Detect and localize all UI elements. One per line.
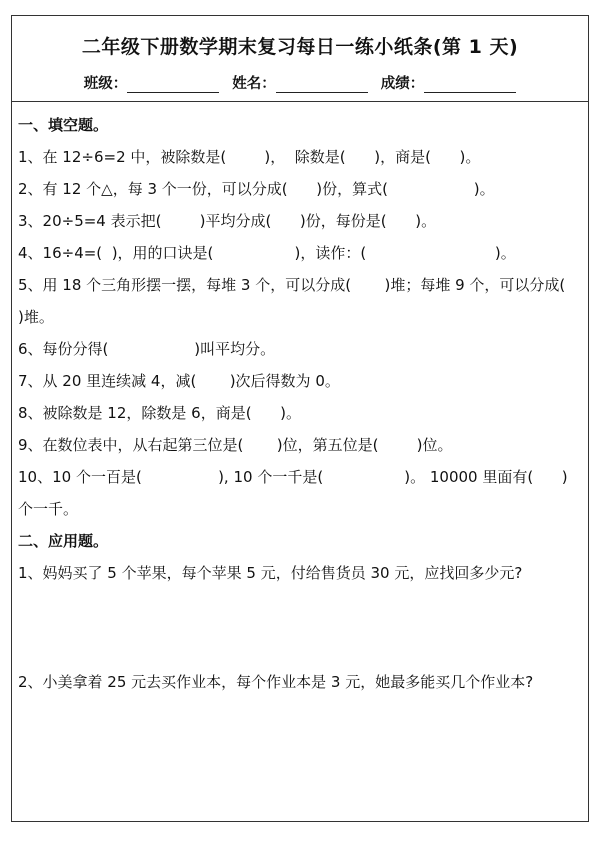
name-label: 姓名： xyxy=(232,76,276,92)
word-problem-item: 1、妈妈买了 5 个苹果，每个苹果 5 元，付给售货员 30 元，应找回多少元? xyxy=(18,564,523,582)
worksheet-body xyxy=(12,102,594,775)
worksheet xyxy=(11,15,594,822)
question-item: 2、有 12 个△，每 3 个一份，可以分成( )份，算式( )。 xyxy=(18,180,495,198)
question-item: 7、从 20 里连续减 4，减( )次后得数为 0。 xyxy=(18,372,340,390)
score-blank[interactable] xyxy=(424,74,516,93)
class-label: 班级： xyxy=(83,76,128,92)
question-item: 10、10 个一百是( ), 10 个一千是( )。 10000 里面有( )个一千。 xyxy=(18,468,568,518)
answer-space[interactable] xyxy=(18,698,582,775)
question-item: 9、在数位表中，从右起第三位是( )位，第五位是( )位。 xyxy=(18,436,453,454)
name-blank[interactable] xyxy=(276,74,368,93)
question-item: 8、被除数是 12，除数是 6，商是( )。 xyxy=(18,404,302,422)
question-item: 6、每份分得( )叫平均分。 xyxy=(18,340,276,358)
section-heading-word-problems: 二、应用题。 xyxy=(18,532,109,550)
name-field xyxy=(232,72,368,93)
student-info-row xyxy=(12,72,588,93)
answer-space[interactable] xyxy=(18,589,582,666)
score-field xyxy=(381,72,517,93)
question-item: 3、20÷5=4 表示把( )平均分成( )份，每份是( )。 xyxy=(18,212,437,230)
question-item: 5、用 18 个三角形摆一摆，每堆 3 个，可以分成( )堆；每堆 9 个，可以分成( )堆。 xyxy=(18,276,594,326)
question-item: 1、在 12÷6=2 中，被除数是( )， 除数是( )，商是( )。 xyxy=(18,148,481,166)
class-field xyxy=(84,72,220,93)
section-heading-fill-blank: 一、填空题。 xyxy=(18,116,109,134)
score-label: 成绩： xyxy=(380,76,425,92)
page-title: 二年级下册数学期末复习每日一练小纸条(第 1 天) xyxy=(81,36,519,58)
class-blank[interactable] xyxy=(127,74,219,93)
worksheet-header xyxy=(12,16,588,102)
word-problem-item: 2、小美拿着 25 元去买作业本，每个作业本是 3 元，她最多能买几个作业本? xyxy=(18,673,534,691)
question-item: 4、16÷4=( )，用的口诀是( )，读作：( )。 xyxy=(18,244,516,262)
